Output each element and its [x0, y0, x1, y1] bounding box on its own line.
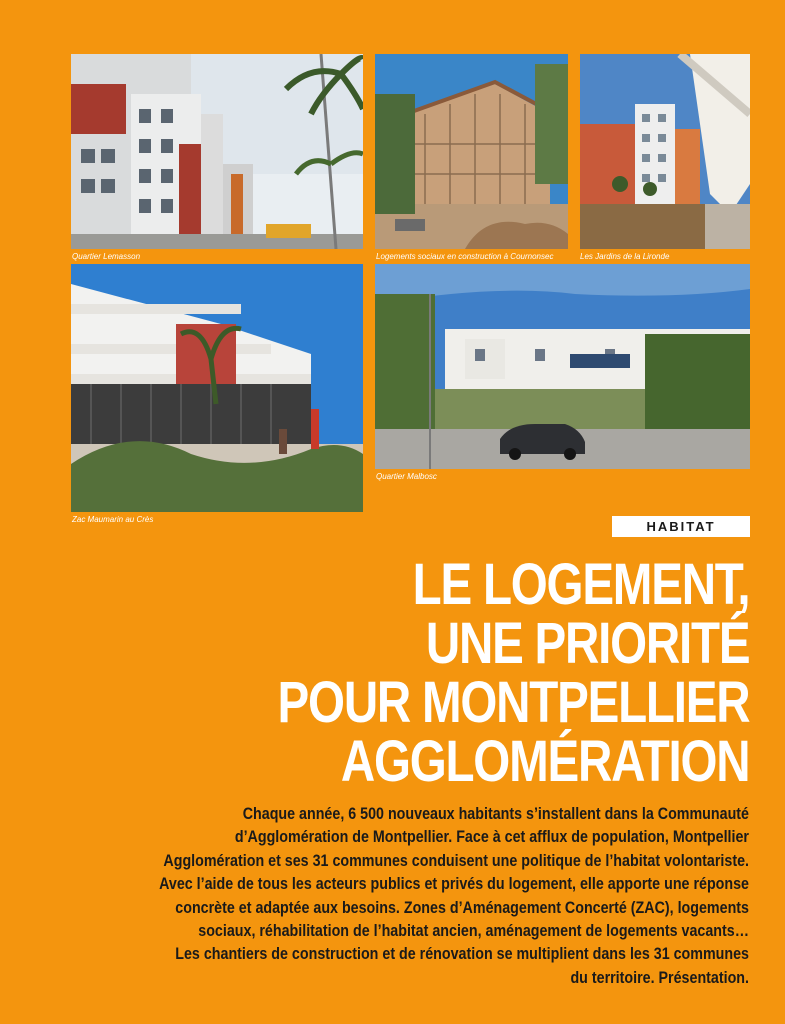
caption-quartier-lemasson: Quartier Lemasson	[72, 252, 141, 261]
intro-line: du territoire. Présentation.	[570, 967, 749, 987]
intro-line: Avec l’aide de tous les acteurs publics et privés du logement, elle apporte une réponse	[159, 874, 749, 894]
headline-line: UNE PRIORITÉ	[425, 611, 749, 676]
intro-line: Agglomération et ses 31 communes conduisent une politique de l’habitat volontariste.	[163, 850, 749, 870]
section-tag-habitat: HABITAT	[612, 516, 750, 537]
headline-line: POUR MONTPELLIER	[277, 670, 749, 735]
page-title	[277, 552, 749, 794]
intro-line: Chaque année, 6 500 nouveaux habitants s’installent dans la Communauté	[242, 804, 749, 823]
caption-logements-cournonsec: Logements sociaux en construction à Cournonsec	[376, 252, 554, 261]
intro-line: concrète et adaptée aux besoins. Zones d’Aménagement Concerté (ZAC), logements	[175, 897, 749, 917]
photo-logements-cournonsec	[375, 54, 568, 249]
intro-line: d’Agglomération de Montpellier. Face à cet afflux de population, Montpellier	[234, 827, 750, 847]
photo-quartier-malbosc	[375, 264, 750, 469]
photo-zac-maumarin	[71, 264, 363, 512]
caption-zac-maumarin: Zac Maumarin au Crès	[72, 515, 154, 524]
caption-quartier-malbosc: Quartier Malbosc	[376, 472, 437, 481]
intro-line: sociaux, réhabilitation de l’habitat ancien, aménagement de logements vacants…	[198, 921, 749, 941]
headline-line: LE LOGEMENT,	[412, 552, 749, 617]
photo-jardins-lironde	[580, 54, 750, 249]
intro-line: Les chantiers de construction et de rénovation se multiplient dans les 31 communes	[175, 944, 749, 964]
photo-quartier-lemasson	[71, 54, 363, 249]
intro-paragraph	[111, 802, 749, 989]
caption-jardins-lironde: Les Jardins de la Lironde	[580, 252, 670, 261]
headline-line: AGGLOMÉRATION	[340, 729, 749, 794]
